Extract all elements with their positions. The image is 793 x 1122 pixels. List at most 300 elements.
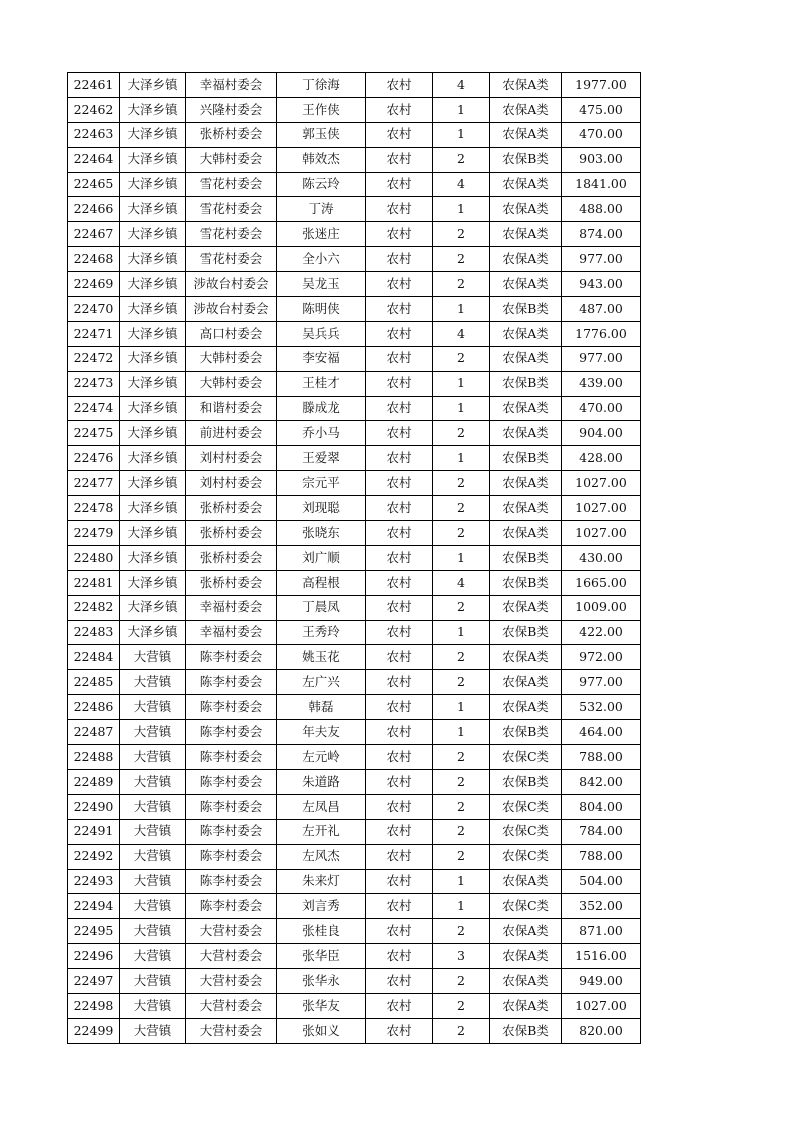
table-row <box>68 969 641 994</box>
amount-cell: 1776.00 <box>562 321 641 346</box>
household-type-cell: 农村 <box>366 695 433 720</box>
village-committee-cell: 幸福村委会 <box>186 595 277 620</box>
amount-cell: 352.00 <box>562 894 641 919</box>
insurance-category-cell: 农保A类 <box>490 969 562 994</box>
person-name-cell: 张桂良 <box>277 919 366 944</box>
person-name-cell: 左元岭 <box>277 745 366 770</box>
amount-cell: 504.00 <box>562 869 641 894</box>
amount-cell: 1027.00 <box>562 471 641 496</box>
member-count-cell: 2 <box>433 794 490 819</box>
table-row <box>68 794 641 819</box>
village-committee-cell: 刘村村委会 <box>186 471 277 496</box>
table-row <box>68 545 641 570</box>
village-committee-cell: 陈李村委会 <box>186 645 277 670</box>
household-type-cell: 农村 <box>366 969 433 994</box>
village-committee-cell: 大韩村委会 <box>186 346 277 371</box>
village-committee-cell: 张桥村委会 <box>186 545 277 570</box>
member-count-cell: 1 <box>433 720 490 745</box>
member-count-cell: 2 <box>433 1018 490 1043</box>
member-count-cell: 2 <box>433 421 490 446</box>
member-count-cell: 1 <box>433 695 490 720</box>
household-type-cell: 农村 <box>366 197 433 222</box>
amount-cell: 903.00 <box>562 147 641 172</box>
town-cell: 大泽乡镇 <box>120 521 186 546</box>
amount-cell: 1841.00 <box>562 172 641 197</box>
table-row <box>68 570 641 595</box>
village-committee-cell: 前进村委会 <box>186 421 277 446</box>
town-cell: 大营镇 <box>120 794 186 819</box>
amount-cell: 972.00 <box>562 645 641 670</box>
record-id-cell: 22493 <box>68 869 120 894</box>
person-name-cell: 郭玉侠 <box>277 122 366 147</box>
town-cell: 大泽乡镇 <box>120 97 186 122</box>
amount-cell: 532.00 <box>562 695 641 720</box>
amount-cell: 804.00 <box>562 794 641 819</box>
insurance-category-cell: 农保A类 <box>490 247 562 272</box>
household-type-cell: 农村 <box>366 894 433 919</box>
person-name-cell: 张华永 <box>277 969 366 994</box>
record-id-cell: 22498 <box>68 993 120 1018</box>
household-type-cell: 农村 <box>366 521 433 546</box>
member-count-cell: 2 <box>433 993 490 1018</box>
village-committee-cell: 陈李村委会 <box>186 695 277 720</box>
person-name-cell: 滕成龙 <box>277 396 366 421</box>
insurance-category-cell: 农保B类 <box>490 1018 562 1043</box>
village-committee-cell: 幸福村委会 <box>186 73 277 98</box>
insurance-category-cell: 农保A类 <box>490 521 562 546</box>
village-committee-cell: 大韩村委会 <box>186 147 277 172</box>
town-cell: 大营镇 <box>120 819 186 844</box>
table-row <box>68 272 641 297</box>
amount-cell: 820.00 <box>562 1018 641 1043</box>
person-name-cell: 乔小马 <box>277 421 366 446</box>
town-cell: 大泽乡镇 <box>120 570 186 595</box>
person-name-cell: 左广兴 <box>277 670 366 695</box>
person-name-cell: 全小六 <box>277 247 366 272</box>
household-type-cell: 农村 <box>366 595 433 620</box>
household-type-cell: 农村 <box>366 371 433 396</box>
record-id-cell: 22467 <box>68 222 120 247</box>
amount-cell: 1027.00 <box>562 496 641 521</box>
village-committee-cell: 大韩村委会 <box>186 371 277 396</box>
village-committee-cell: 大营村委会 <box>186 993 277 1018</box>
insurance-category-cell: 农保A类 <box>490 122 562 147</box>
village-committee-cell: 陈李村委会 <box>186 844 277 869</box>
person-name-cell: 吴兵兵 <box>277 321 366 346</box>
insurance-category-cell: 农保A类 <box>490 97 562 122</box>
village-committee-cell: 陈李村委会 <box>186 894 277 919</box>
insurance-category-cell: 农保A类 <box>490 272 562 297</box>
record-id-cell: 22492 <box>68 844 120 869</box>
record-id-cell: 22461 <box>68 73 120 98</box>
household-type-cell: 农村 <box>366 620 433 645</box>
table-row <box>68 919 641 944</box>
insurance-category-cell: 农保A类 <box>490 869 562 894</box>
village-committee-cell: 高口村委会 <box>186 321 277 346</box>
insurance-category-cell: 农保B类 <box>490 297 562 322</box>
member-count-cell: 4 <box>433 172 490 197</box>
amount-cell: 1027.00 <box>562 993 641 1018</box>
member-count-cell: 2 <box>433 147 490 172</box>
record-id-cell: 22469 <box>68 272 120 297</box>
village-committee-cell: 张桥村委会 <box>186 122 277 147</box>
table-row <box>68 297 641 322</box>
table-row <box>68 670 641 695</box>
person-name-cell: 姚玉花 <box>277 645 366 670</box>
town-cell: 大营镇 <box>120 844 186 869</box>
insurance-category-cell: 农保A类 <box>490 396 562 421</box>
town-cell: 大营镇 <box>120 695 186 720</box>
insurance-category-cell: 农保B类 <box>490 446 562 471</box>
record-id-cell: 22477 <box>68 471 120 496</box>
table-row <box>68 745 641 770</box>
person-name-cell: 左开礼 <box>277 819 366 844</box>
town-cell: 大泽乡镇 <box>120 122 186 147</box>
household-type-cell: 农村 <box>366 73 433 98</box>
household-type-cell: 农村 <box>366 321 433 346</box>
table-row <box>68 521 641 546</box>
insurance-category-cell: 农保A类 <box>490 73 562 98</box>
town-cell: 大营镇 <box>120 993 186 1018</box>
member-count-cell: 2 <box>433 471 490 496</box>
amount-cell: 422.00 <box>562 620 641 645</box>
insurance-category-cell: 农保A类 <box>490 919 562 944</box>
amount-cell: 977.00 <box>562 670 641 695</box>
member-count-cell: 2 <box>433 645 490 670</box>
household-type-cell: 农村 <box>366 745 433 770</box>
household-type-cell: 农村 <box>366 819 433 844</box>
record-id-cell: 22481 <box>68 570 120 595</box>
record-id-cell: 22495 <box>68 919 120 944</box>
table-row <box>68 371 641 396</box>
person-name-cell: 张华臣 <box>277 944 366 969</box>
amount-cell: 943.00 <box>562 272 641 297</box>
village-committee-cell: 兴隆村委会 <box>186 97 277 122</box>
household-type-cell: 农村 <box>366 346 433 371</box>
insurance-category-cell: 农保A类 <box>490 222 562 247</box>
town-cell: 大泽乡镇 <box>120 396 186 421</box>
member-count-cell: 1 <box>433 396 490 421</box>
person-name-cell: 张华友 <box>277 993 366 1018</box>
person-name-cell: 李安福 <box>277 346 366 371</box>
household-type-cell: 农村 <box>366 222 433 247</box>
amount-cell: 1665.00 <box>562 570 641 595</box>
village-committee-cell: 陈李村委会 <box>186 720 277 745</box>
table-row <box>68 595 641 620</box>
member-count-cell: 2 <box>433 272 490 297</box>
village-committee-cell: 大营村委会 <box>186 1018 277 1043</box>
amount-cell: 1027.00 <box>562 521 641 546</box>
table-row <box>68 222 641 247</box>
insurance-category-cell: 农保C类 <box>490 844 562 869</box>
table-row <box>68 645 641 670</box>
member-count-cell: 1 <box>433 197 490 222</box>
person-name-cell: 刘广顺 <box>277 545 366 570</box>
person-name-cell: 宗元平 <box>277 471 366 496</box>
town-cell: 大营镇 <box>120 919 186 944</box>
person-name-cell: 王作侠 <box>277 97 366 122</box>
member-count-cell: 4 <box>433 73 490 98</box>
town-cell: 大泽乡镇 <box>120 272 186 297</box>
table-row <box>68 122 641 147</box>
record-id-cell: 22494 <box>68 894 120 919</box>
amount-cell: 842.00 <box>562 769 641 794</box>
amount-cell: 475.00 <box>562 97 641 122</box>
table-row <box>68 620 641 645</box>
member-count-cell: 1 <box>433 446 490 471</box>
household-type-cell: 农村 <box>366 97 433 122</box>
town-cell: 大泽乡镇 <box>120 595 186 620</box>
insurance-category-cell: 农保A类 <box>490 496 562 521</box>
town-cell: 大泽乡镇 <box>120 222 186 247</box>
insurance-category-cell: 农保A类 <box>490 595 562 620</box>
member-count-cell: 1 <box>433 869 490 894</box>
member-count-cell: 1 <box>433 297 490 322</box>
table-body <box>68 73 641 1044</box>
record-id-cell: 22473 <box>68 371 120 396</box>
household-type-cell: 农村 <box>366 919 433 944</box>
household-type-cell: 农村 <box>366 944 433 969</box>
record-id-cell: 22497 <box>68 969 120 994</box>
household-type-cell: 农村 <box>366 794 433 819</box>
town-cell: 大泽乡镇 <box>120 421 186 446</box>
table-row <box>68 944 641 969</box>
table-row <box>68 396 641 421</box>
town-cell: 大泽乡镇 <box>120 147 186 172</box>
household-type-cell: 农村 <box>366 247 433 272</box>
household-type-cell: 农村 <box>366 446 433 471</box>
member-count-cell: 1 <box>433 122 490 147</box>
insurance-category-cell: 农保A类 <box>490 944 562 969</box>
household-type-cell: 农村 <box>366 645 433 670</box>
record-id-cell: 22478 <box>68 496 120 521</box>
household-type-cell: 农村 <box>366 993 433 1018</box>
amount-cell: 487.00 <box>562 297 641 322</box>
record-id-cell: 22470 <box>68 297 120 322</box>
insurance-category-cell: 农保A类 <box>490 695 562 720</box>
town-cell: 大泽乡镇 <box>120 247 186 272</box>
town-cell: 大营镇 <box>120 745 186 770</box>
person-name-cell: 左凤昌 <box>277 794 366 819</box>
records-table <box>67 72 641 1044</box>
amount-cell: 904.00 <box>562 421 641 446</box>
person-name-cell: 刘言秀 <box>277 894 366 919</box>
record-id-cell: 22490 <box>68 794 120 819</box>
table-row <box>68 695 641 720</box>
insurance-category-cell: 农保A类 <box>490 172 562 197</box>
member-count-cell: 3 <box>433 944 490 969</box>
person-name-cell: 韩效杰 <box>277 147 366 172</box>
record-id-cell: 22486 <box>68 695 120 720</box>
household-type-cell: 农村 <box>366 122 433 147</box>
table-row <box>68 471 641 496</box>
household-type-cell: 农村 <box>366 720 433 745</box>
record-id-cell: 22487 <box>68 720 120 745</box>
record-id-cell: 22499 <box>68 1018 120 1043</box>
amount-cell: 949.00 <box>562 969 641 994</box>
table-row <box>68 147 641 172</box>
table-row <box>68 73 641 98</box>
table-row <box>68 247 641 272</box>
insurance-category-cell: 农保B类 <box>490 620 562 645</box>
table-row <box>68 346 641 371</box>
person-name-cell: 张晓东 <box>277 521 366 546</box>
household-type-cell: 农村 <box>366 570 433 595</box>
amount-cell: 470.00 <box>562 122 641 147</box>
town-cell: 大泽乡镇 <box>120 496 186 521</box>
table-row <box>68 496 641 521</box>
insurance-category-cell: 农保B类 <box>490 371 562 396</box>
village-committee-cell: 陈李村委会 <box>186 794 277 819</box>
person-name-cell: 左风杰 <box>277 844 366 869</box>
record-id-cell: 22464 <box>68 147 120 172</box>
record-id-cell: 22483 <box>68 620 120 645</box>
member-count-cell: 2 <box>433 819 490 844</box>
village-committee-cell: 大营村委会 <box>186 944 277 969</box>
insurance-category-cell: 农保B类 <box>490 720 562 745</box>
insurance-category-cell: 农保A类 <box>490 670 562 695</box>
amount-cell: 1977.00 <box>562 73 641 98</box>
household-type-cell: 农村 <box>366 545 433 570</box>
record-id-cell: 22491 <box>68 819 120 844</box>
village-committee-cell: 涉故台村委会 <box>186 297 277 322</box>
table-row <box>68 172 641 197</box>
village-committee-cell: 张桥村委会 <box>186 521 277 546</box>
insurance-category-cell: 农保B类 <box>490 769 562 794</box>
village-committee-cell: 雪花村委会 <box>186 222 277 247</box>
person-name-cell: 陈明侠 <box>277 297 366 322</box>
amount-cell: 488.00 <box>562 197 641 222</box>
record-id-cell: 22479 <box>68 521 120 546</box>
person-name-cell: 丁涛 <box>277 197 366 222</box>
town-cell: 大泽乡镇 <box>120 172 186 197</box>
town-cell: 大营镇 <box>120 1018 186 1043</box>
village-committee-cell: 大营村委会 <box>186 919 277 944</box>
village-committee-cell: 大营村委会 <box>186 969 277 994</box>
record-id-cell: 22462 <box>68 97 120 122</box>
village-committee-cell: 雪花村委会 <box>186 172 277 197</box>
person-name-cell: 丁徐海 <box>277 73 366 98</box>
member-count-cell: 2 <box>433 969 490 994</box>
insurance-category-cell: 农保A类 <box>490 421 562 446</box>
member-count-cell: 4 <box>433 321 490 346</box>
member-count-cell: 1 <box>433 545 490 570</box>
town-cell: 大泽乡镇 <box>120 73 186 98</box>
insurance-category-cell: 农保A类 <box>490 346 562 371</box>
village-committee-cell: 幸福村委会 <box>186 620 277 645</box>
member-count-cell: 1 <box>433 620 490 645</box>
record-id-cell: 22496 <box>68 944 120 969</box>
town-cell: 大泽乡镇 <box>120 471 186 496</box>
town-cell: 大营镇 <box>120 869 186 894</box>
table-row <box>68 321 641 346</box>
insurance-category-cell: 农保C类 <box>490 794 562 819</box>
household-type-cell: 农村 <box>366 1018 433 1043</box>
record-id-cell: 22485 <box>68 670 120 695</box>
insurance-category-cell: 农保B类 <box>490 147 562 172</box>
village-committee-cell: 陈李村委会 <box>186 745 277 770</box>
household-type-cell: 农村 <box>366 769 433 794</box>
person-name-cell: 朱来灯 <box>277 869 366 894</box>
member-count-cell: 2 <box>433 521 490 546</box>
record-id-cell: 22465 <box>68 172 120 197</box>
town-cell: 大泽乡镇 <box>120 297 186 322</box>
table-row <box>68 769 641 794</box>
household-type-cell: 农村 <box>366 172 433 197</box>
town-cell: 大营镇 <box>120 769 186 794</box>
person-name-cell: 王爱翠 <box>277 446 366 471</box>
record-id-cell: 22488 <box>68 745 120 770</box>
amount-cell: 470.00 <box>562 396 641 421</box>
table-row <box>68 844 641 869</box>
member-count-cell: 4 <box>433 570 490 595</box>
member-count-cell: 1 <box>433 371 490 396</box>
household-type-cell: 农村 <box>366 147 433 172</box>
member-count-cell: 2 <box>433 496 490 521</box>
town-cell: 大泽乡镇 <box>120 620 186 645</box>
insurance-category-cell: 农保B类 <box>490 570 562 595</box>
table-row <box>68 720 641 745</box>
village-committee-cell: 刘村村委会 <box>186 446 277 471</box>
town-cell: 大泽乡镇 <box>120 321 186 346</box>
record-id-cell: 22466 <box>68 197 120 222</box>
member-count-cell: 2 <box>433 745 490 770</box>
insurance-category-cell: 农保B类 <box>490 545 562 570</box>
household-type-cell: 农村 <box>366 844 433 869</box>
village-committee-cell: 陈李村委会 <box>186 670 277 695</box>
village-committee-cell: 和谐村委会 <box>186 396 277 421</box>
person-name-cell: 丁晨凤 <box>277 595 366 620</box>
village-committee-cell: 陈李村委会 <box>186 869 277 894</box>
town-cell: 大营镇 <box>120 670 186 695</box>
town-cell: 大营镇 <box>120 645 186 670</box>
insurance-category-cell: 农保C类 <box>490 819 562 844</box>
insurance-category-cell: 农保A类 <box>490 321 562 346</box>
amount-cell: 977.00 <box>562 346 641 371</box>
town-cell: 大泽乡镇 <box>120 446 186 471</box>
record-id-cell: 22476 <box>68 446 120 471</box>
town-cell: 大营镇 <box>120 894 186 919</box>
person-name-cell: 陈云玲 <box>277 172 366 197</box>
record-id-cell: 22484 <box>68 645 120 670</box>
person-name-cell: 王秀玲 <box>277 620 366 645</box>
member-count-cell: 2 <box>433 247 490 272</box>
insurance-category-cell: 农保A类 <box>490 645 562 670</box>
member-count-cell: 2 <box>433 919 490 944</box>
amount-cell: 1009.00 <box>562 595 641 620</box>
table-row <box>68 819 641 844</box>
insurance-category-cell: 农保A类 <box>490 993 562 1018</box>
member-count-cell: 2 <box>433 346 490 371</box>
amount-cell: 788.00 <box>562 844 641 869</box>
table-row <box>68 197 641 222</box>
household-type-cell: 农村 <box>366 421 433 446</box>
table-row <box>68 894 641 919</box>
insurance-category-cell: 农保C类 <box>490 894 562 919</box>
village-committee-cell: 陈李村委会 <box>186 769 277 794</box>
record-id-cell: 22474 <box>68 396 120 421</box>
member-count-cell: 2 <box>433 222 490 247</box>
table-row <box>68 97 641 122</box>
person-name-cell: 王桂才 <box>277 371 366 396</box>
household-type-cell: 农村 <box>366 297 433 322</box>
member-count-cell: 1 <box>433 894 490 919</box>
household-type-cell: 农村 <box>366 471 433 496</box>
person-name-cell: 韩磊 <box>277 695 366 720</box>
village-committee-cell: 张桥村委会 <box>186 570 277 595</box>
person-name-cell: 刘现聪 <box>277 496 366 521</box>
household-type-cell: 农村 <box>366 496 433 521</box>
